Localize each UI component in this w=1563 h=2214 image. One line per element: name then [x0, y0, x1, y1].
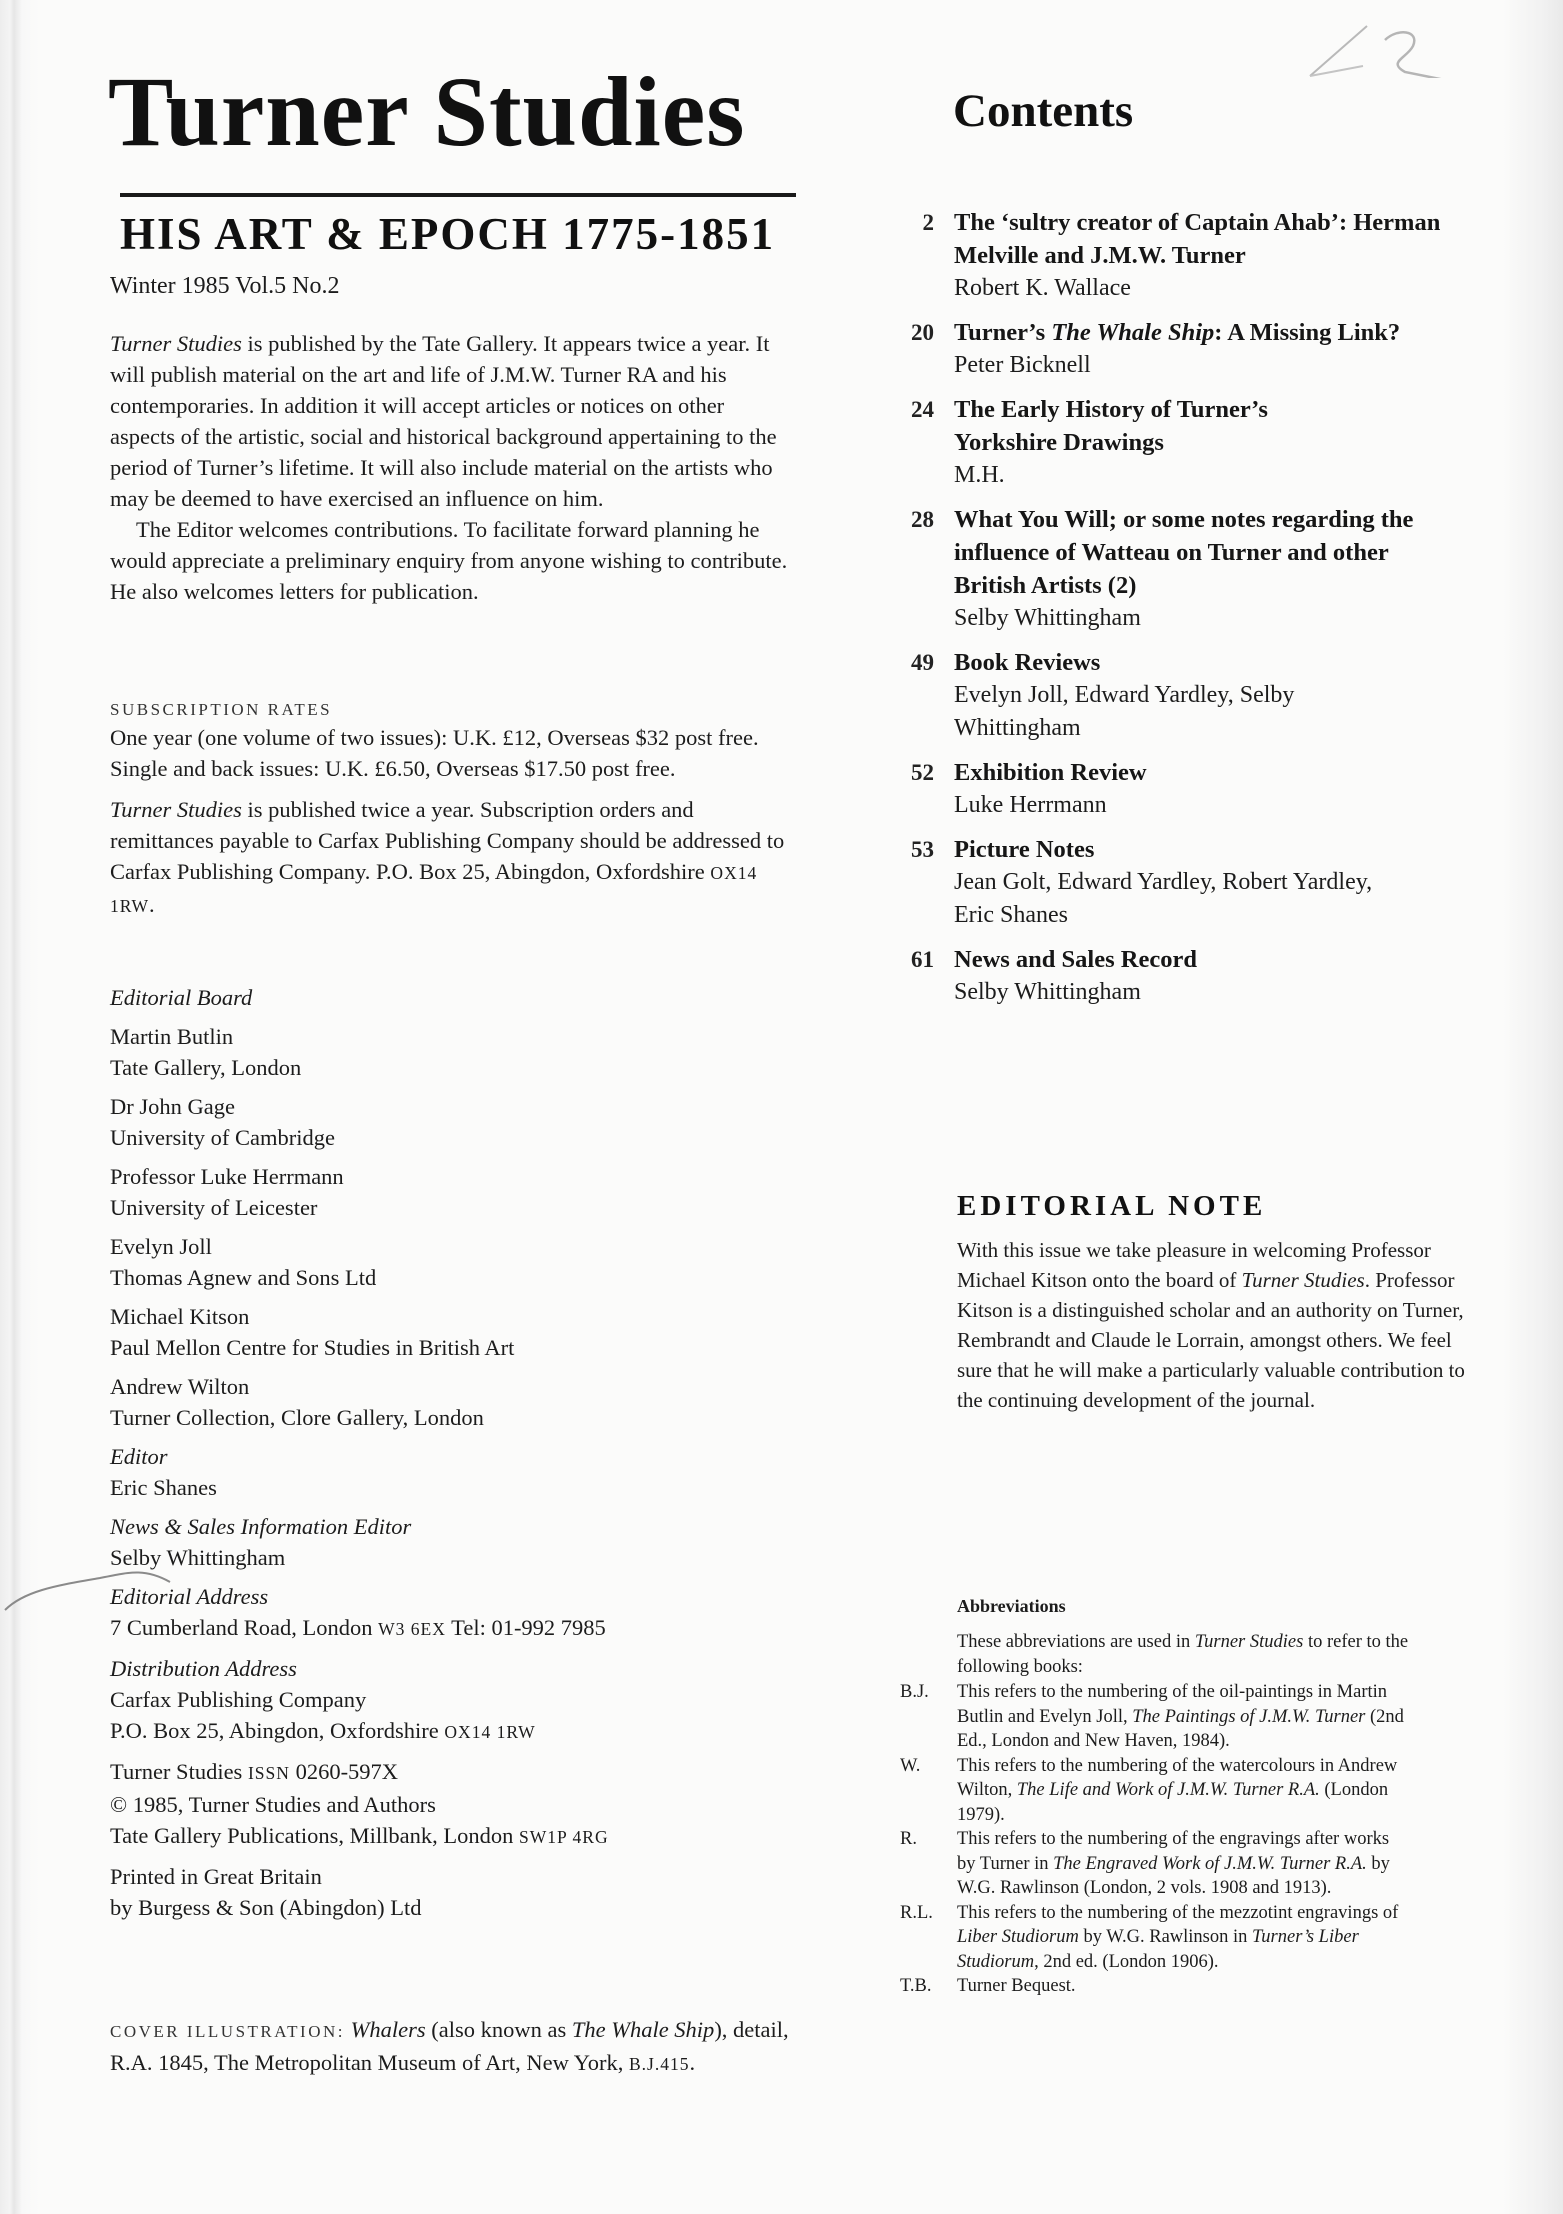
editor-entry: [110, 1441, 790, 1503]
member-name: Andrew Wilton: [110, 1374, 250, 1399]
issue-info: Winter 1985 Vol.5 No.2: [110, 273, 340, 299]
abbreviation-definition: [957, 1754, 1407, 1828]
masthead-rule: [120, 193, 796, 197]
punctuation: .: [689, 2050, 696, 2075]
distribution-address-entry: [110, 1653, 790, 1748]
intro-section: [110, 328, 790, 607]
member-affiliation: Tate Gallery, London: [110, 1055, 302, 1080]
editorial-note-body: [957, 1235, 1477, 1415]
title-text: : A Missing Link?: [1214, 319, 1401, 346]
editorial-address-label: Editorial Address: [110, 1584, 269, 1609]
toc-entry[interactable]: [900, 503, 1460, 635]
table-of-contents: [900, 206, 1460, 1020]
def-italic: Liber Studiorum: [957, 1927, 1079, 1947]
address-text: 7 Cumberland Road, London: [110, 1615, 379, 1640]
toc-page-number: 61: [911, 947, 934, 972]
abbreviation-item: [900, 1901, 1440, 1975]
board-member: [110, 1021, 790, 1083]
def-text: This refers to the numbering of the mezzotint engravings of: [957, 1902, 1399, 1923]
news-editor-label: News & Sales Information Editor: [110, 1514, 412, 1539]
cover-alt-title: The Whale Ship: [571, 2017, 715, 2042]
printer-name: by Burgess & Son (Abingdon) Ltd: [110, 1895, 422, 1920]
cover-title: Whalers: [350, 2017, 426, 2042]
def-italic: The Life and Work of J.M.W. Turner R.A.: [1016, 1780, 1320, 1800]
cover-reference: B.J.415: [628, 2054, 690, 2074]
member-name: Evelyn Joll: [110, 1234, 212, 1259]
note-text: With this issue we take pleasure in welcoming Professor Michael Kitson onto the board of: [957, 1238, 1431, 1292]
board-member: [110, 1161, 790, 1223]
contributions-paragraph: The Editor welcomes contributions. To facilitate forward planning he would appreciate a preliminary enquiry from anyone wishing to contribute. He also welcomes letters for publication.: [110, 517, 788, 604]
toc-title: [954, 943, 1460, 976]
abbreviation-key: B.J.: [900, 1682, 929, 1702]
toc-entry[interactable]: [900, 206, 1460, 305]
distribution-address-label: Distribution Address: [110, 1656, 297, 1681]
member-affiliation: University of Leicester: [110, 1195, 318, 1220]
title-text: The Early History of Turner’s Yorkshire Drawings: [954, 396, 1268, 456]
journal-name-italic: Turner Studies: [110, 331, 242, 356]
intro-text: is published by the Tate Gallery. It appears twice a year. It will publish material on the art and life of J.M.W. Turner RA and his contemporaries. In addition it will accept articles or notices on other aspects of the artistic, social and historical background appertaining to the period of Turner’s lifetime. It will also include material on the artists who may be deemed to have exercised an influence on him.: [110, 331, 777, 511]
abbreviation-definition: [957, 1901, 1417, 1975]
title-text: Book Reviews: [954, 649, 1101, 676]
toc-page-number: 24: [911, 397, 934, 422]
news-editor-entry: [110, 1511, 790, 1573]
editorial-board-section: [110, 982, 790, 1931]
note-text: . Professor Kitson is a distinguished scholar and an authority on Turner, Rembrandt and Claude le Lorrain, amongst others. We feel sure that he will make a particularly valuable contribution to the continuing development of the journal.: [957, 1268, 1465, 1412]
toc-author: Evelyn Joll, Edward Yardley, Selby Whittingham: [954, 682, 1295, 741]
abbreviation-key: R.: [900, 1829, 917, 1849]
member-affiliation: University of Cambridge: [110, 1125, 335, 1150]
issn-line: [110, 1756, 790, 1789]
intro-text: These abbreviations are used in: [957, 1632, 1195, 1652]
journal-name-italic: Turner Studies: [1194, 1632, 1304, 1652]
intro-text: to refer to the following books:: [957, 1632, 1409, 1677]
editor-label: Editor: [110, 1444, 168, 1469]
member-affiliation: Turner Collection, Clore Gallery, London: [110, 1405, 484, 1430]
contents-heading: Contents: [953, 85, 1134, 137]
editorial-address-entry: [110, 1581, 790, 1645]
page-edge-shadow: [1503, 0, 1563, 2214]
title-text: The ‘sultry creator of Captain Ahab’: Herman Melville and J.M.W. Turner: [954, 209, 1441, 269]
abbreviation-item: [900, 1974, 1440, 1999]
def-italic: The Engraved Work of J.M.W. Turner R.A.: [1053, 1853, 1367, 1874]
cover-label: COVER ILLUSTRATION:: [110, 2022, 345, 2041]
title-text: Picture Notes: [954, 836, 1095, 863]
toc-page-number: 2: [922, 210, 934, 235]
publisher-line: [110, 1820, 790, 1853]
postcode: OX14 1RW: [110, 863, 758, 916]
toc-page-number: 20: [911, 320, 934, 345]
journal-title: Turner Studies: [108, 56, 746, 167]
abbreviation-key: T.B.: [900, 1976, 932, 1996]
intro-paragraph: [110, 328, 790, 514]
member-affiliation: Thomas Agnew and Sons Ltd: [110, 1265, 377, 1290]
abbreviation-key: W.: [900, 1755, 921, 1776]
address-text: P.O. Box 25, Abingdon, Oxfordshire: [110, 1718, 445, 1743]
abbreviations-intro: [957, 1630, 1427, 1679]
postcode: SW1P 4RG: [518, 1827, 609, 1847]
subscription-orders: [110, 794, 790, 922]
editorial-board-label: Editorial Board: [110, 985, 253, 1010]
title-text: News and Sales Record: [954, 946, 1197, 973]
imprint: [110, 1756, 790, 1853]
toc-page-number: 28: [911, 507, 934, 532]
def-italic: The Paintings of J.M.W. Turner: [1132, 1706, 1366, 1727]
copyright-line: © 1985, Turner Studies and Authors: [110, 1792, 436, 1817]
toc-author: Jean Golt, Edward Yardley, Robert Yardley, Eric Shanes: [954, 869, 1373, 928]
pencil-annotation-mark: [1305, 18, 1445, 78]
toc-title: [954, 316, 1460, 349]
distribution-company: Carfax Publishing Company: [110, 1687, 367, 1712]
member-affiliation: Paul Mellon Centre for Studies in British Art: [110, 1335, 515, 1360]
telephone: Tel: 01-992 7985: [445, 1615, 606, 1640]
abbreviation-item: [900, 1680, 1440, 1754]
def-text: (2nd Ed., London and New Haven, 1984).: [957, 1706, 1404, 1751]
def-italic: Turner’s Liber Studiorum: [957, 1927, 1359, 1972]
toc-author: Peter Bicknell: [954, 352, 1091, 378]
issn-text: Turner Studies: [110, 1759, 248, 1784]
abbreviation-definition: [957, 1680, 1407, 1754]
toc-title: [954, 393, 1374, 459]
cover-illustration-credit: [110, 2014, 790, 2080]
issn-number: 0260-597X: [289, 1759, 399, 1784]
toc-title: [954, 646, 1460, 679]
journal-name-italic: Turner Studies: [1241, 1268, 1365, 1292]
distribution-address: [110, 1715, 790, 1748]
def-text: (London 1979).: [957, 1780, 1389, 1825]
toc-title: [954, 833, 1460, 866]
toc-title: [954, 503, 1460, 602]
def-text: This refers to the numbering of the oil-paintings in Martin Butlin and Evelyn Joll,: [957, 1682, 1388, 1727]
journal-name-italic: Turner Studies: [110, 797, 242, 822]
toc-title: [954, 206, 1460, 272]
def-text: This refers to the numbering of the watercolours in Andrew Wilton,: [957, 1755, 1398, 1800]
toc-entry[interactable]: [900, 756, 1460, 822]
toc-page-number: 53: [911, 837, 934, 862]
board-member: [110, 1371, 790, 1433]
postcode: W3 6EX: [378, 1619, 446, 1639]
toc-entry[interactable]: [900, 646, 1460, 745]
abbreviation-item: [900, 1827, 1440, 1901]
toc-entry[interactable]: [900, 833, 1460, 932]
abbreviation-item: [900, 1754, 1440, 1828]
board-member: [110, 1231, 790, 1293]
punctuation: .: [149, 892, 155, 917]
toc-author: M.H.: [954, 462, 1005, 488]
toc-author: Selby Whittingham: [954, 979, 1141, 1005]
member-name: Professor Luke Herrmann: [110, 1164, 344, 1189]
abbreviation-definition: [957, 1827, 1407, 1901]
issn-label: ISSN: [247, 1763, 290, 1783]
subscription-label: SUBSCRIPTION RATES: [110, 700, 333, 719]
def-text: Turner Bequest.: [957, 1976, 1076, 1996]
member-name: Dr John Gage: [110, 1094, 235, 1119]
def-text: by W.G. Rawlinson in: [1078, 1927, 1253, 1947]
def-text: , 2nd ed. (London 1906).: [1034, 1951, 1219, 1972]
toc-author: Luke Herrmann: [954, 792, 1107, 818]
abbreviation-definition: [957, 1974, 1440, 1999]
board-member: [110, 1301, 790, 1363]
subscription-rates: One year (one volume of two issues): U.K. £12, Overseas $32 post free. Single and back issues: U.K. £6.50, Overseas $17.50 post free.: [110, 725, 759, 781]
toc-entry[interactable]: [900, 943, 1460, 1009]
news-editor-name: Selby Whittingham: [110, 1545, 286, 1570]
board-member: [110, 1091, 790, 1153]
title-text: Exhibition Review: [954, 759, 1147, 786]
def-text: by W.G. Rawlinson (London, 2 vols. 1908 and 1913).: [957, 1853, 1390, 1898]
subscription-section: [110, 700, 790, 922]
editorial-note-heading: EDITORIAL NOTE: [957, 1190, 1267, 1222]
def-text: This refers to the numbering of the engravings after works by Turner in: [957, 1829, 1390, 1874]
toc-author: Robert K. Wallace: [954, 275, 1131, 301]
printed-line: Printed in Great Britain: [110, 1864, 322, 1889]
title-italic: The Whale Ship: [1051, 319, 1215, 346]
editorial-address: [110, 1612, 790, 1645]
title-text: What You Will; or some notes regarding the influence of Watteau on Turner and other British Artists (2): [954, 506, 1414, 599]
postcode: OX14 1RW: [444, 1722, 536, 1742]
toc-author: Selby Whittingham: [954, 605, 1141, 631]
abbreviation-key: R.L.: [900, 1902, 933, 1923]
orders-text: is published twice a year. Subscription orders and remittances payable to Carfax Publishing Company should be addressed to Carfax Publishing Company. P.O. Box 25, Abingdon, Oxfordshire: [110, 797, 785, 884]
abbreviations-list: [900, 1680, 1440, 1999]
page-binding-shadow: [0, 0, 40, 2214]
title-text: Turner’s: [954, 319, 1052, 346]
printer-info: [110, 1861, 790, 1923]
editor-name: Eric Shanes: [110, 1475, 217, 1500]
journal-subtitle: HIS ART & EPOCH 1775-1851: [120, 209, 776, 259]
toc-title: [954, 756, 1460, 789]
abbreviations-heading: Abbreviations: [957, 1596, 1066, 1616]
cover-text: (also known as: [425, 2017, 572, 2042]
toc-page-number: 52: [911, 760, 934, 785]
toc-entry[interactable]: [900, 393, 1460, 492]
cover-text: ), detail, R.A. 1845, The Metropolitan Museum of Art, New York,: [110, 2017, 789, 2075]
member-name: Martin Butlin: [110, 1024, 234, 1049]
member-name: Michael Kitson: [110, 1304, 250, 1329]
toc-page-number: 49: [911, 650, 934, 675]
toc-entry[interactable]: [900, 316, 1460, 382]
publisher-text: Tate Gallery Publications, Millbank, London: [110, 1823, 519, 1848]
